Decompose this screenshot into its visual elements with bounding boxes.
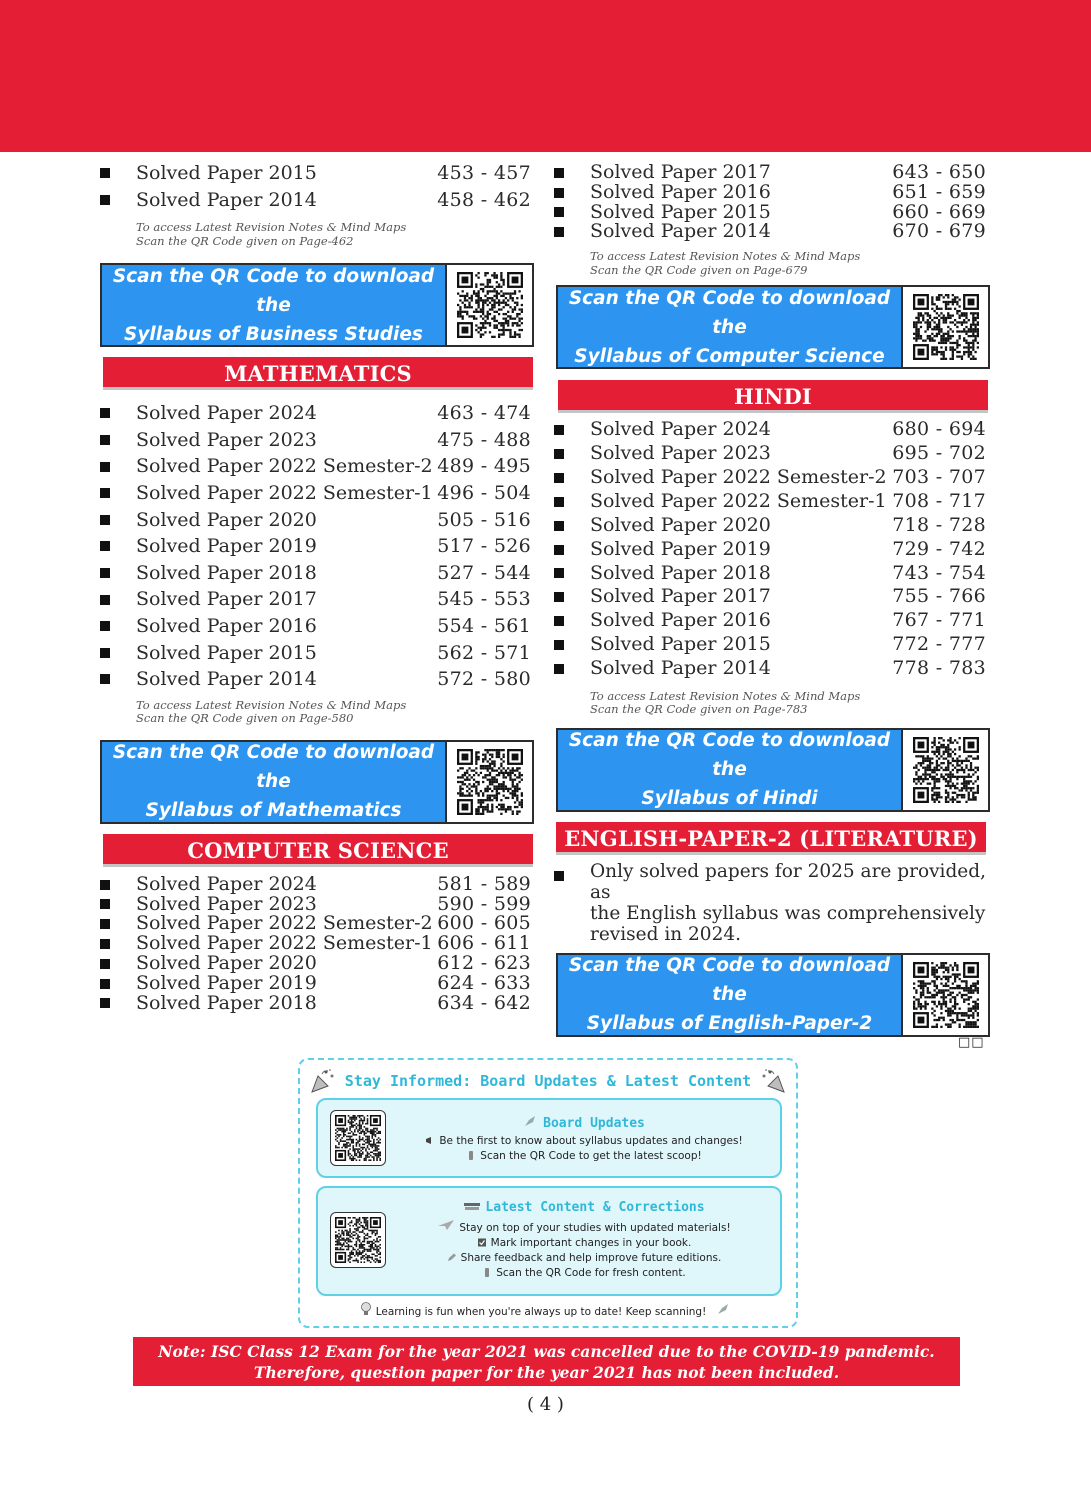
bullet-icon — [100, 408, 110, 418]
bullet-icon — [100, 168, 110, 178]
megaphone-icon — [425, 1136, 435, 1145]
bullet-icon — [554, 449, 564, 459]
qr-code-icon — [901, 730, 988, 810]
bullet-icon — [554, 425, 564, 435]
list-item: Solved Paper 2022 Semester-2 703 - 707 — [554, 466, 991, 490]
list-item: Solved Paper 2022 Semester-2 600 - 605 — [100, 914, 536, 934]
list-item: Solved Paper 2017 755 - 766 — [554, 585, 991, 609]
right-column — [554, 163, 991, 1037]
bullet-icon — [100, 462, 110, 472]
list-item: Solved Paper 2023 590 - 599 — [100, 895, 536, 915]
list-item: Solved Paper 2019 517 - 526 — [100, 533, 536, 560]
phone-icon — [466, 1151, 476, 1160]
revision-note: To access Latest Revision Notes & Mind Maps Scan the QR Code given on Page-679 — [590, 249, 861, 277]
bullet-icon — [100, 195, 110, 205]
bullet-icon — [100, 939, 110, 949]
list-item: Solved Paper 2024 463 - 474 — [100, 400, 536, 427]
computer-science-list — [100, 872, 536, 1014]
board-updates-panel: Board Updates Be the first to know about syllabus updates and changes! Scan the QR Code to get the latest scoop! — [316, 1098, 782, 1178]
list-item: Solved Paper 2020 612 - 623 — [100, 954, 536, 974]
top-color-band — [0, 0, 1091, 152]
mathematics-list — [100, 400, 536, 693]
qr-caption: Scan the QR Code to download the Syllabus of English-Paper-2 — [558, 955, 901, 1035]
qr-syllabus-business-studies[interactable] — [100, 263, 534, 347]
bullet-icon — [100, 899, 110, 909]
list-item: Solved Paper 2015 660 - 669 — [554, 203, 991, 223]
list-item: Solved Paper 2015 772 - 777 — [554, 633, 991, 657]
revision-note: To access Latest Revision Notes & Mind Maps Scan the QR Code given on Page-580 — [136, 697, 407, 726]
computer-science-list-continued — [554, 163, 991, 242]
bullet-icon — [100, 919, 110, 929]
qr-code-icon — [445, 265, 532, 345]
bullet-icon — [100, 621, 110, 631]
section-title-mathematics: MATHEMATICS — [103, 357, 533, 390]
bullet-icon — [100, 674, 110, 684]
bullet-icon — [554, 497, 564, 507]
bullet-icon — [554, 871, 564, 881]
list-item: Solved Paper 2022 Semester-1 606 - 611 — [100, 934, 536, 954]
list-item: Solved Paper 2017 643 - 650 — [554, 163, 991, 183]
stay-informed-box — [298, 1058, 798, 1328]
qr-code-icon[interactable] — [330, 1110, 386, 1166]
qr-caption: Scan the QR Code to download the Syllabus of Mathematics — [102, 742, 445, 822]
qr-code-icon — [901, 287, 988, 367]
list-item: Solved Paper 2023 695 - 702 — [554, 442, 991, 466]
list-item: Solved Paper 2022 Semester-2 489 - 495 — [100, 453, 536, 480]
checkbox-icons: □□ — [958, 1035, 985, 1050]
bullet-icon — [100, 435, 110, 445]
rocket-icon — [523, 1114, 539, 1128]
bullet-icon — [100, 648, 110, 658]
section-title-english: ENGLISH-PAPER-2 (LITERATURE) — [556, 822, 986, 855]
business-studies-list — [100, 160, 536, 213]
stay-informed-title: Stay Informed: Board Updates & Latest Content — [344, 1072, 752, 1090]
bullet-icon — [554, 664, 564, 674]
hindi-list — [554, 418, 991, 681]
bullet-icon — [554, 168, 564, 178]
bullet-icon — [554, 188, 564, 198]
bullet-icon — [554, 545, 564, 555]
list-item: Solved Paper 2018 634 - 642 — [100, 994, 536, 1014]
english-note: Only solved papers for 2025 are provided, as the English syllabus was comprehensively revised in 2024. — [554, 861, 991, 945]
list-item: Solved Paper 2016 651 - 659 — [554, 183, 991, 203]
qr-caption: Scan the QR Code to download the Syllabus of Computer Science — [558, 287, 901, 367]
bullet-icon — [554, 592, 564, 602]
section-title-computer-science: COMPUTER SCIENCE — [103, 834, 533, 867]
list-item: Solved Paper 2014 572 - 580 — [100, 666, 536, 693]
qr-syllabus-mathematics[interactable] — [100, 740, 534, 824]
list-item: Solved Paper 2014 670 - 679 — [554, 222, 991, 242]
bullet-icon — [100, 998, 110, 1008]
bullet-icon — [554, 207, 564, 217]
page-number: ( 4 ) — [527, 1394, 564, 1415]
bullet-icon — [554, 640, 564, 650]
list-item: Solved Paper 2017 545 - 553 — [100, 586, 536, 613]
stay-footer: Learning is fun when you're always up to date! Keep scanning! — [300, 1302, 796, 1318]
qr-syllabus-hindi[interactable] — [556, 728, 990, 812]
revision-note: To access Latest Revision Notes & Mind Maps Scan the QR Code given on Page-783 — [590, 688, 861, 717]
checkbox-icon — [477, 1238, 487, 1247]
list-item: Solved Paper 2016 767 - 771 — [554, 609, 991, 633]
bullet-icon — [554, 521, 564, 531]
list-item: Solved Paper 2024 680 - 694 — [554, 418, 991, 442]
list-item: Solved Paper 2018 527 - 544 — [100, 560, 536, 587]
list-item: Solved Paper 2016 554 - 561 — [100, 613, 536, 640]
qr-code-icon[interactable] — [330, 1212, 386, 1268]
lightbulb-icon — [360, 1302, 372, 1316]
left-column — [100, 160, 536, 1013]
bullet-icon — [100, 595, 110, 605]
phone-icon — [482, 1268, 492, 1277]
list-item: Solved Paper 2022 Semester-1 496 - 504 — [100, 480, 536, 507]
qr-code-icon — [445, 742, 532, 822]
bullet-icon — [100, 541, 110, 551]
books-icon — [463, 1200, 481, 1212]
bullet-icon — [100, 880, 110, 890]
section-title-hindi: HINDI — [558, 380, 988, 413]
list-item: Solved Paper 2019 624 - 633 — [100, 974, 536, 994]
bullet-icon — [554, 568, 564, 578]
list-item: Solved Paper 2022 Semester-1 708 - 717 — [554, 490, 991, 514]
list-item: Solved Paper 2024 581 - 589 — [100, 875, 536, 895]
pencil-icon — [447, 1253, 457, 1262]
bullet-icon — [554, 227, 564, 237]
qr-syllabus-english[interactable] — [556, 953, 990, 1037]
revision-note: To access Latest Revision Notes & Mind Maps Scan the QR Code given on Page-462 — [136, 220, 407, 248]
latest-content-panel: Latest Content & Corrections Stay on top of your studies with updated materials! Mark important changes in your book. Share feedback and help improve future editions. Scan the QR Code for fresh content. — [316, 1186, 782, 1296]
bullet-icon — [100, 568, 110, 578]
rocket-icon — [716, 1302, 732, 1316]
list-item: Solved Paper 2019 729 - 742 — [554, 538, 991, 562]
list-item: Solved Paper 2014 778 - 783 — [554, 657, 991, 681]
bullet-icon — [100, 515, 110, 525]
list-item: Solved Paper 2020 505 - 516 — [100, 507, 536, 534]
list-item: Solved Paper 2020 718 - 728 — [554, 514, 991, 538]
bullet-icon — [554, 616, 564, 626]
list-item: Solved Paper 2015 562 - 571 — [100, 640, 536, 667]
qr-syllabus-computer-science[interactable] — [556, 285, 990, 369]
airplane-icon — [437, 1218, 455, 1232]
list-item: Solved Paper 2015 453 - 457 — [100, 160, 536, 187]
qr-caption: Scan the QR Code to download the Syllabus of Business Studies — [102, 265, 445, 345]
qr-code-icon — [901, 955, 988, 1035]
covid-note: Note: ISC Class 12 Exam for the year 2021 was cancelled due to the COVID-19 pandemic. Therefore, question paper for the year 2021 has not been included. — [133, 1337, 960, 1386]
bullet-icon — [100, 959, 110, 969]
qr-caption: Scan the QR Code to download the Syllabus of Hindi — [558, 730, 901, 810]
bullet-icon — [554, 473, 564, 483]
list-item: Solved Paper 2018 743 - 754 — [554, 562, 991, 586]
bullet-icon — [100, 979, 110, 989]
bullet-icon — [100, 488, 110, 498]
latest-content-title: Latest Content & Corrections — [398, 1200, 770, 1215]
board-updates-title: Board Updates — [398, 1114, 770, 1131]
list-item: Solved Paper 2014 458 - 462 — [100, 187, 536, 214]
list-item: Solved Paper 2023 475 - 488 — [100, 427, 536, 454]
party-popper-icon — [758, 1066, 788, 1096]
